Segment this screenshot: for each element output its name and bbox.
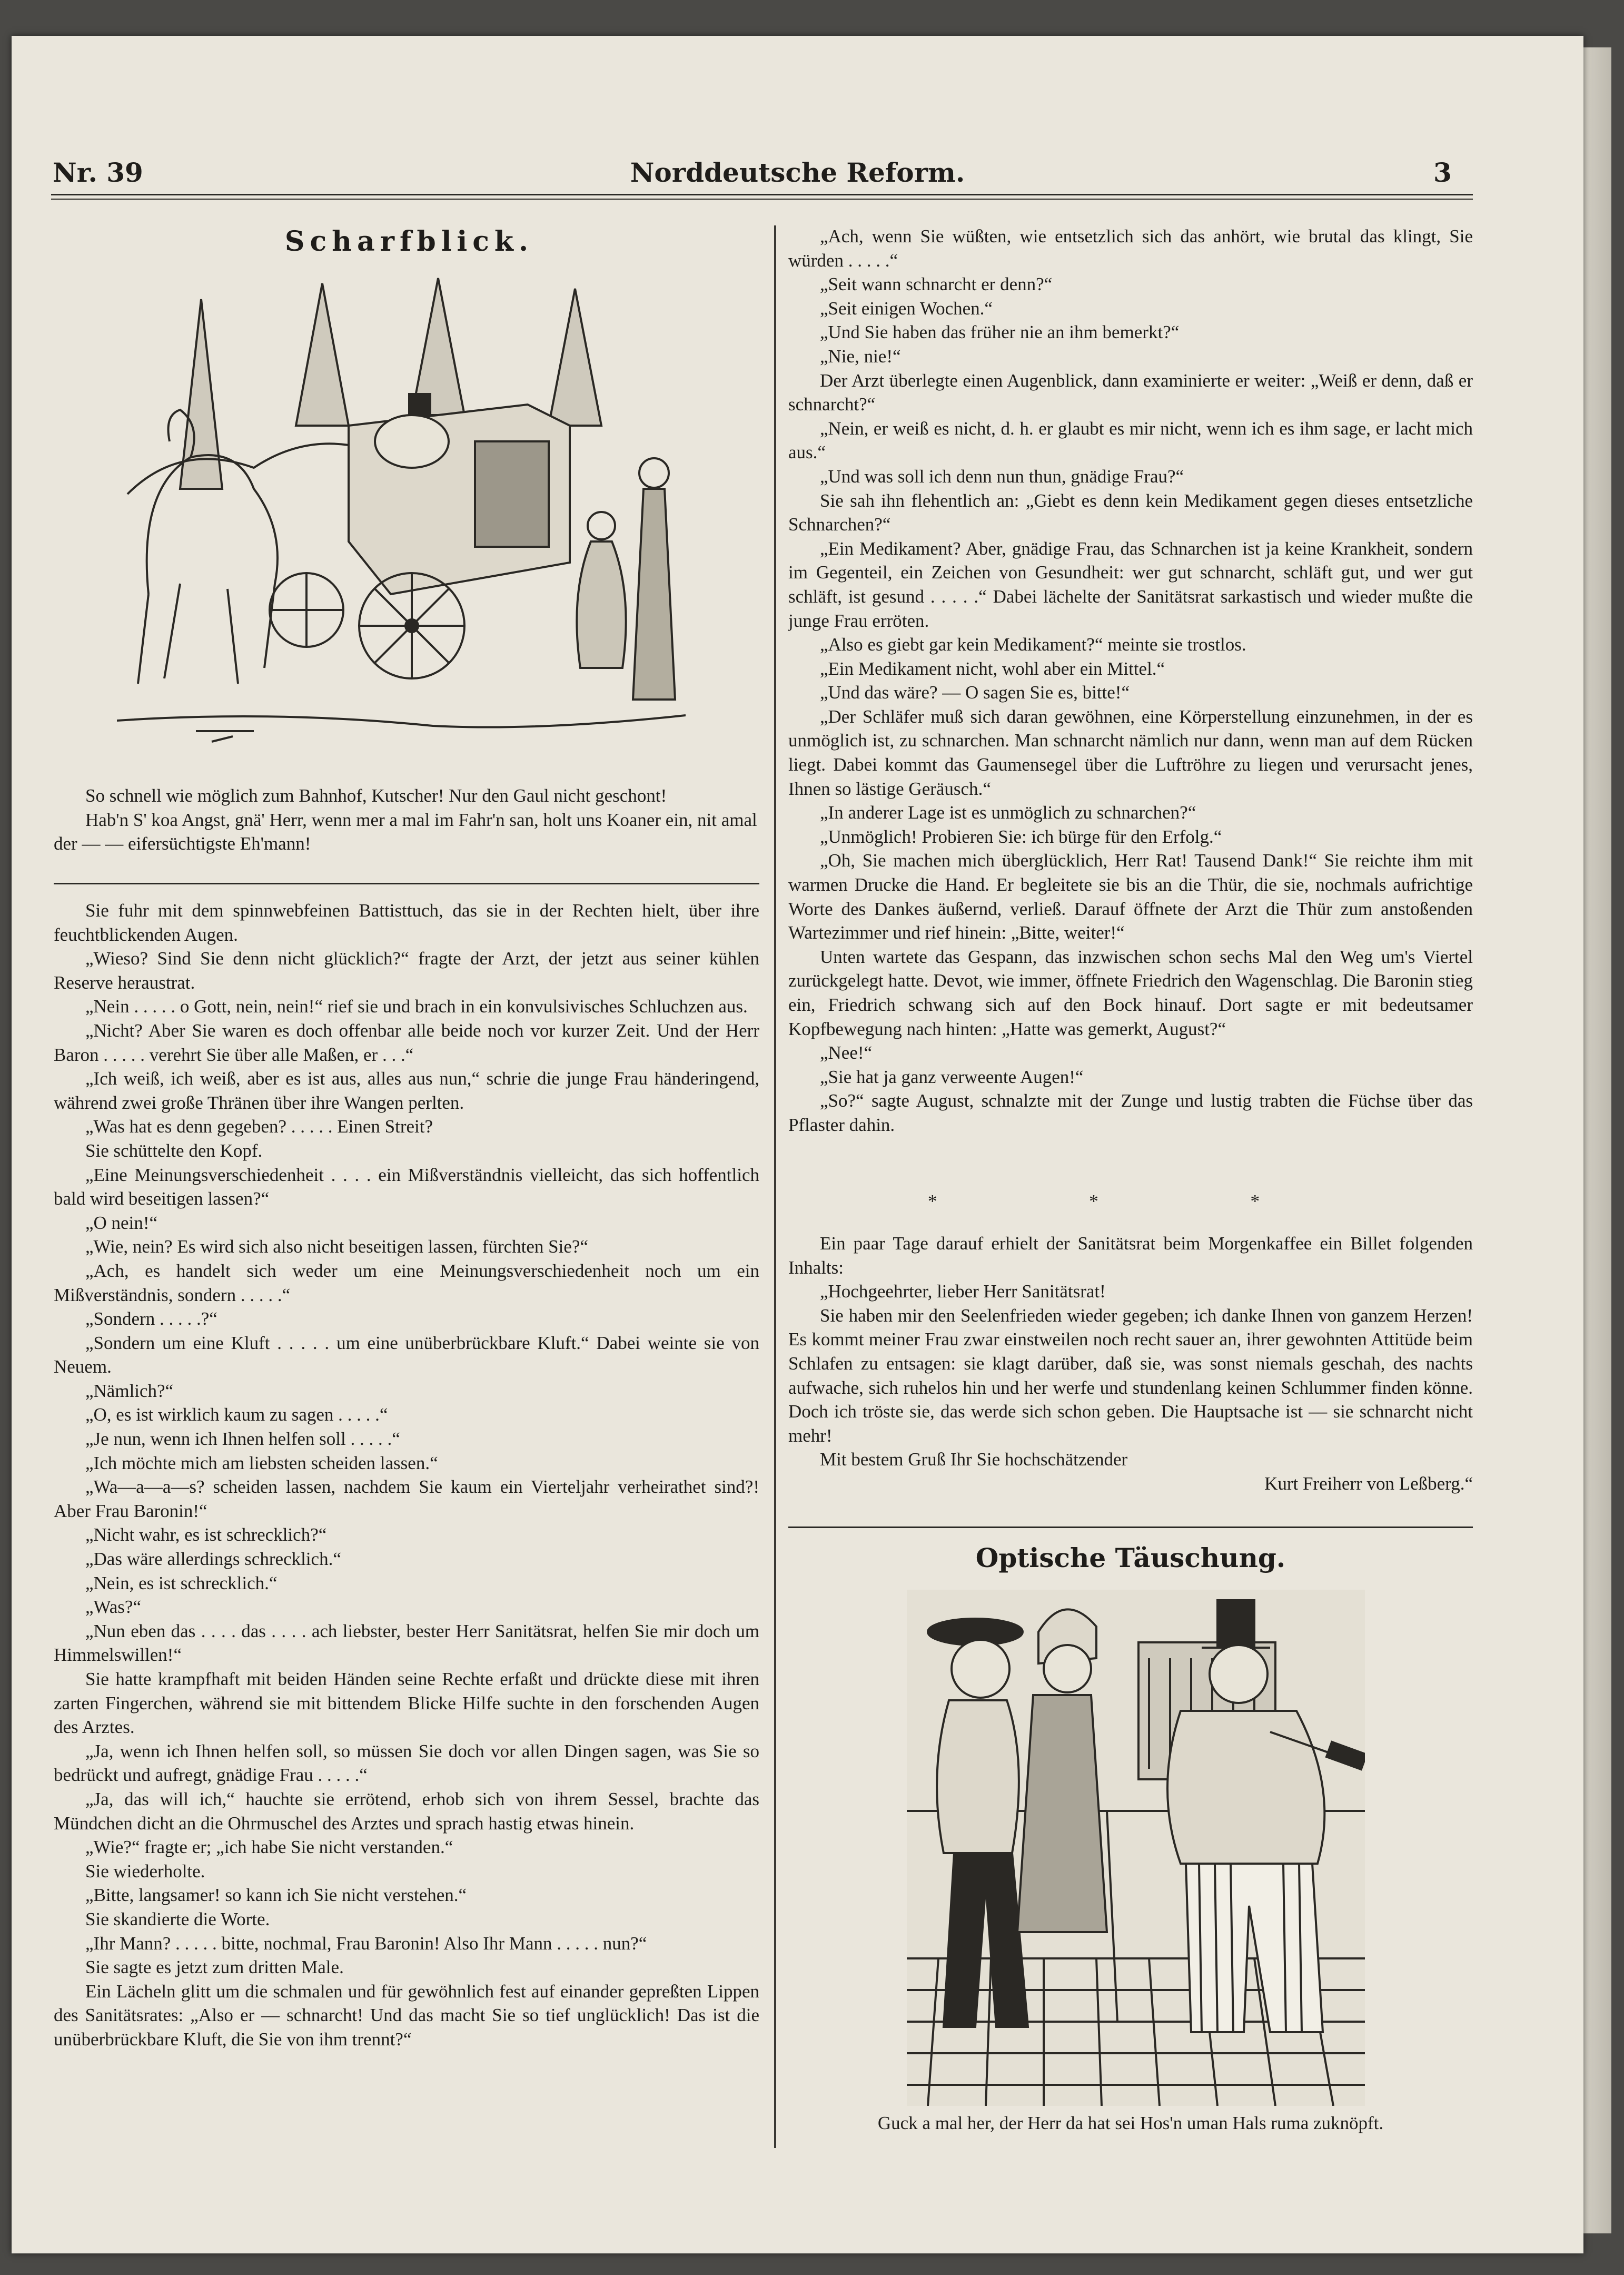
paragraph: Sie sah ihn flehentlich an: „Giebt es denn kein Medikament gegen dieses entsetzliche Schnarchen?“	[788, 490, 1473, 535]
cartoon2-caption: Guck a mal her, der Herr da hat sei Hos'n uman Hals rumа zuknöpft.	[877, 2113, 1384, 2133]
paragraph: „Unmöglich! Probieren Sie: ich bürge für den Erfolg.“	[820, 826, 1222, 847]
cartoon2-title: Optische Täuschung.	[975, 1542, 1286, 1573]
newspaper-page	[12, 36, 1583, 2253]
paragraph: „Ihr Mann? . . . . . bitte, nochmal, Frau Baronin! Also Ihr Mann . . . . . nun?“	[85, 1933, 647, 1954]
paragraph: „Also es giebt gar kein Medikament?“ meinte sie trostlos.	[820, 634, 1246, 655]
paragraph: Ein paar Tage darauf erhielt der Sanitätsrat beim Morgenkaffee ein Billet folgenden Inhalts:	[788, 1233, 1473, 1278]
paragraph: „Nie, nie!“	[820, 346, 901, 367]
paragraph: „Sondern um eine Kluft . . . . . um eine unüberbrückbare Kluft.“ Dabei weinte sie von Neuem.	[54, 1332, 759, 1377]
paragraph: „Seit wann schnarcht er denn?“	[820, 274, 1053, 295]
paragraph: Sie fuhr mit dem spinnwebfeinen Battisttuch, das sie in der Rechten hielt, über ihre feuchtblickenden Augen.	[54, 900, 759, 945]
paragraph: „Und was soll ich denn nun thun, gnädige Frau?“	[820, 466, 1184, 487]
header-rule-thin	[51, 199, 1473, 200]
column-divider	[774, 225, 776, 2148]
paragraph: „O, es ist wirklich kaum zu sagen . . . . .“	[85, 1404, 388, 1425]
paragraph: „Ja, das will ich,“ hauchte sie errötend, erhob sich von ihrem Sessel, brachte das Mündchen dicht an die Ohrmuschel des Arztes und sprach hastig etwas hinein.	[54, 1788, 759, 1834]
issue-number: Nr. 39	[53, 157, 143, 188]
paragraph: Sie wiederholte.	[85, 1860, 205, 1882]
paragraph: „Seit einigen Wochen.“	[820, 298, 993, 319]
paragraph: „Ja, wenn ich Ihnen helfen soll, so müssen Sie doch vor allen Dingen sagen, was Sie so bedrückt und aufregt, gnädige Frau . . . . .“	[54, 1740, 759, 1786]
cartoon1-title: Scharfblick.	[284, 225, 534, 258]
newspaper-title: Norddeutsche Reform.	[630, 157, 965, 188]
section-separator: * * *	[928, 1191, 1333, 1212]
paragraph: „Nicht? Aber Sie waren es doch offenbar alle beide noch vor kurzer Zeit. Und der Herr Baron . . . . . verehrt Sie über alle Maßen, er . . .“	[54, 1020, 759, 1065]
paragraph: Kurt Freiherr von Leßberg.“	[1264, 1473, 1473, 1494]
paragraph: „O nein!“	[85, 1212, 158, 1233]
paragraph: „Nein, er weiß es nicht, d. h. er glaubt es mir nicht, wenn ich es ihm sage, er lacht mich aus.“	[788, 418, 1473, 463]
optical-illusion-illustration	[907, 1590, 1365, 2106]
paragraph: „Ein Medikament? Aber, gnädige Frau, das Schnarchen ist ja keine Krankheit, sondern im Gegenteil, ein Zeichen von Gesundheit: wer gut schnarcht, schläft gut, und wer gut schläft, ist gesund . . . . .“ Dabei lächelte der Sanitätsrat sarkastisch und wieder mußte die junge Frau erröten.	[788, 538, 1473, 631]
paragraph: „Hochgeehrter, lieber Herr Sanitätsrat!	[820, 1281, 1106, 1302]
cartoon1-caption	[54, 784, 759, 856]
paragraph: „So?“ sagte August, schnalzte mit der Zunge und lustig trabten die Füchse über das Pflaster dahin.	[788, 1090, 1473, 1135]
paragraph: Sie schüttelte den Kopf.	[85, 1140, 263, 1161]
paragraph: „Und das wäre? — O sagen Sie es, bitte!“	[820, 682, 1130, 703]
paragraph: Sie hatte krampfhaft mit beiden Händen seine Rechte erfaßt und drückte diese mit ihren zarten Fingerchen, während sie mit bittendem Blicke Hilfe suchte in den forschenden Augen des Arztes.	[54, 1669, 759, 1738]
cartoon1-caption-line: Hab'n S' koa Angst, gnä' Herr, wenn mer a mal im Fahr'n san, holt uns Koaner ein, nit amal der — — eifersüchtigste Eh'mann!	[54, 809, 757, 854]
page-number: 3	[1433, 157, 1452, 188]
paragraph: „Sondern . . . . .?“	[85, 1308, 217, 1329]
paragraph: „Je nun, wenn ich Ihnen helfen soll . . . . .“	[85, 1429, 400, 1450]
paragraph: „Nein, es ist schrecklich.“	[85, 1572, 278, 1593]
paragraph: „Ich weiß, ich weiß, aber es ist aus, alles aus nun,“ schrie die junge Frau händeringend, während zwei große Thränen über ihre Wangen perlten.	[54, 1068, 759, 1113]
paragraph: „Wa—a—a—s? scheiden lassen, nachdem Sie kaum ein Vierteljahr verheirathet sind?! Aber Frau Baronin!“	[54, 1476, 759, 1521]
letter-text	[788, 1232, 1473, 1496]
paragraph: Unten wartete das Gespann, das inzwischen schon sechs Mal den Weg um's Viertel zurückgelegt hatte. Devot, wie immer, öffnete Friedrich den Wagenschlag. Die Baronin stieg ein, Friedrich schwang sich auf den Bock hinauf. Dort sagte er mit bedeutsamer Kopfbewegung nach hinten: „Hatte was gemerkt, August?“	[788, 946, 1473, 1039]
paragraph: Ein Lächeln glitt um die schmalen und für gewöhnlich fest auf einander gepreßten Lippen des Sanitätsrates: „Also er — schnarcht! Und das macht Sie so tief unglücklich! Das ist die unüberbrückbare Kluft, die Sie von ihm trennt?“	[54, 1981, 759, 2050]
story-right-column	[788, 224, 1473, 1137]
carriage-illustration	[117, 268, 686, 768]
header-rule	[51, 194, 1473, 195]
paragraph: „Was?“	[85, 1597, 141, 1618]
paragraph: „Nun eben das . . . . das . . . . ach liebster, bester Herr Sanitätsrat, helfen Sie mir doch um Himmelswillen!“	[54, 1620, 759, 1666]
paragraph: „Oh, Sie machen mich überglücklich, Herr Rat! Tausend Dank!“ Sie reichte ihm mit warmen Drucke die Hand. Er begleitete sie bis an die Thür, die sie, nochmals aufrichtige Worte des Dankes äußernd, verließ. Darauf öffnete der Arzt die Thür zum anstoßenden Wartezimmer und rief hinein: „Bitte, weiter!“	[788, 850, 1473, 943]
story-left-column	[54, 899, 759, 2052]
paragraph: „Bitte, langsamer! so kann ich Sie nicht verstehen.“	[85, 1885, 467, 1906]
paragraph: „Ach, es handelt sich weder um eine Meinungsverschiedenheit noch um ein Mißverständnis, sondern . . . . .“	[54, 1260, 759, 1305]
paragraph: „Nämlich?“	[85, 1380, 174, 1401]
paragraph: „Nicht wahr, es ist schrecklich?“	[85, 1524, 327, 1545]
paragraph: „Wieso? Sind Sie denn nicht glücklich?“ fragte der Arzt, der jetzt aus seiner kühlen Reserve heraustrat.	[54, 948, 759, 993]
paragraph: „Eine Meinungsverschiedenheit . . . . ein Mißverständnis vielleicht, das sich hoffentlich bald wird beseitigen lassen?“	[54, 1164, 759, 1209]
paragraph: „Das wäre allerdings schrecklich.“	[85, 1549, 341, 1570]
paragraph: „Wie?“ fragte er; „ich habe Sie nicht verstanden.“	[85, 1837, 453, 1858]
paragraph: „Ich möchte mich am liebsten scheiden lassen.“	[85, 1452, 438, 1473]
cartoon1-caption-line: So schnell wie möglich zum Bahnhof, Kutscher! Nur den Gaul nicht geschont!	[85, 785, 667, 806]
paragraph: „Nein . . . . . o Gott, nein, nein!“ rief sie und brach in ein konvulsivisches Schluchzen aus.	[85, 996, 748, 1017]
paragraph: „Sie hat ja ganz verweente Augen!“	[820, 1066, 1084, 1087]
paragraph: „Was hat es denn gegeben? . . . . . Einen Streit?	[85, 1116, 433, 1137]
paragraph: „Ein Medikament nicht, wohl aber ein Mittel.“	[820, 658, 1165, 679]
paragraph: „Wie, nein? Es wird sich also nicht beseitigen lassen, fürchten Sie?“	[85, 1236, 588, 1257]
paragraph: „Und Sie haben das früher nie an ihm bemerkt?“	[820, 322, 1180, 343]
paragraph: Sie haben mir den Seelenfrieden wieder gegeben; ich danke Ihnen von ganzem Herzen! Es kommt meiner Frau zwar einstweilen noch recht sauer an, ihrer gewohnten Attitüde beim Schlafen zu entsagen: sie klagt darüber, daß sie, was sonst niemals geschah, des nachts aufwache, sich ruhelos hin und her werfe und stundenlang keinen Schlummer finden könne. Doch ich tröste sie, das werde sich schon geben. Die Hauptsache ist — sie schnarcht nicht mehr!	[788, 1305, 1473, 1446]
paragraph: Sie skandierte die Worte.	[85, 1908, 270, 1929]
paragraph: „Ach, wenn Sie wüßten, wie entsetzlich sich das anhört, wie brutal das klingt, Sie würden . . . . .“	[788, 226, 1473, 271]
paragraph: Mit bestem Gruß Ihr Sie hochschätzender	[820, 1449, 1128, 1470]
cartoon2-rule	[788, 1526, 1473, 1528]
cartoon1-rule	[54, 883, 759, 884]
paragraph: „Der Schläfer muß sich daran gewöhnen, eine Körperstellung einzunehmen, in der es unmöglich ist, zu schnarchen. Man schnarcht nämlich nur dann, wenn man auf dem Rücken liegt. Dabei kommt das Gaumensegel über die Luftröhre zu liegen und verursacht jenes, Ihnen so lästige Geräusch.“	[788, 706, 1473, 799]
paragraph: Sie sagte es jetzt zum dritten Male.	[85, 1957, 344, 1978]
paragraph: Der Arzt überlegte einen Augenblick, dann examinierte er weiter: „Weiß er denn, daß er schnarcht?“	[788, 370, 1473, 415]
paragraph: „In anderer Lage ist es unmöglich zu schnarchen?“	[820, 802, 1196, 823]
paragraph: „Nee!“	[820, 1042, 873, 1063]
